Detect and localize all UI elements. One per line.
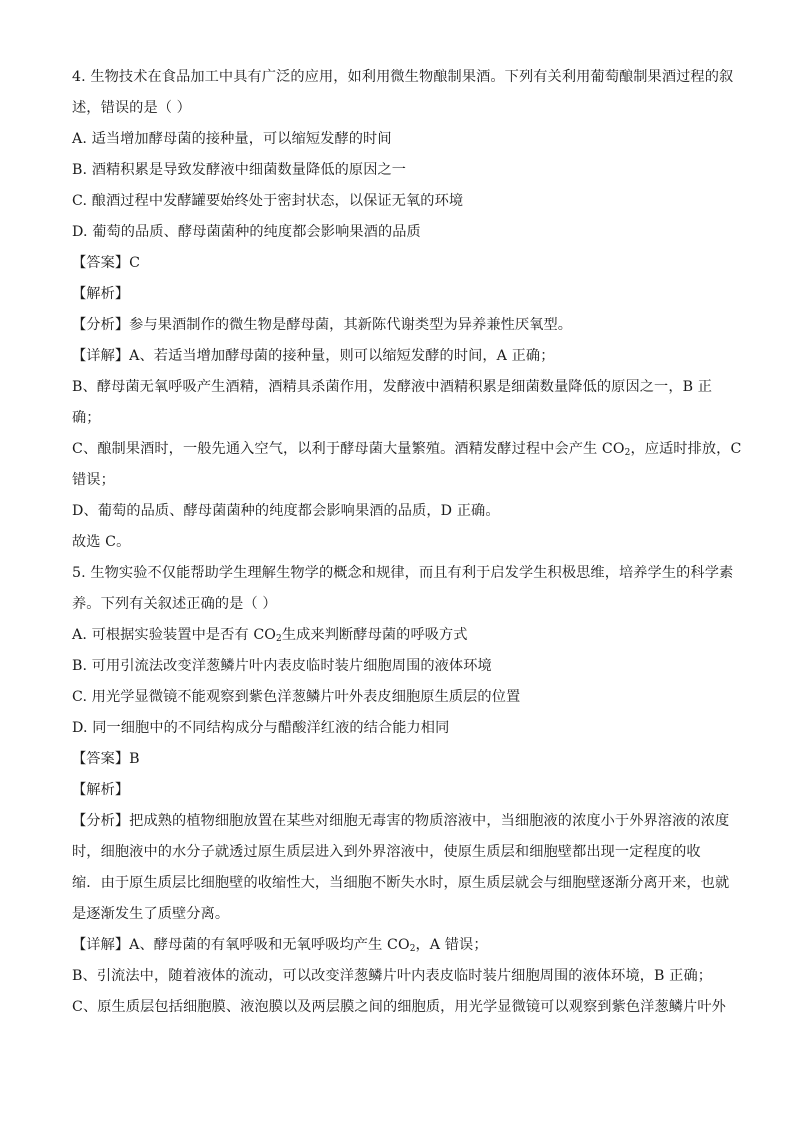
q5-fenxi-line3: 缩．由于原生质层比细胞壁的收缩性大，当细胞不断失水时，原生质层就会与细胞壁逐渐分离开来，也就 — [72, 875, 730, 891]
q5-stem-line2: 养。下列有关叙述正确的是（ ） — [72, 596, 277, 612]
q4-stem-line2: 述，错误的是（ ） — [72, 100, 191, 116]
q4-stem-line1: 4. 生物技术在食品加工中具有广泛的应用，如利用微生物酿制果酒。下列有关利用葡萄酿制果酒过程的叙 — [72, 69, 734, 85]
q4-fenxi: 【分析】参与果酒制作的微生物是酵母菌，其新陈代谢类型为异养兼性厌氧型。 — [72, 317, 573, 333]
q4-detail-c-line1 — [72, 434, 742, 465]
q4-option-d: D. 葡萄的品质、酵母菌菌种的纯度都会影响果酒的品质 — [72, 224, 421, 240]
q4-detail-c-line2: 错误； — [72, 472, 115, 488]
q4-detail-c-sub: 2 — [624, 448, 631, 458]
q5-detail-a-post: ，A 错误； — [415, 937, 488, 953]
q5-detail-a — [72, 930, 722, 961]
q5-analysis-label: 【解析】 — [72, 782, 130, 798]
q5-option-a — [72, 620, 722, 651]
q5-fenxi-line4: 是逐渐发生了质壁分离。 — [72, 906, 230, 922]
q4-detail-b-line2: 确； — [72, 410, 101, 426]
q4-option-c: C. 酿酒过程中发酵罐要始终处于密封状态，以保证无氧的环境 — [72, 193, 464, 209]
q4-option-a: A. 适当增加酵母菌的接种量，可以缩短发酵的时间 — [72, 131, 392, 147]
q5-detail-a-pre: 【详解】A、酵母菌的有氧呼吸和无氧呼吸均产生 CO — [72, 937, 410, 953]
q5-detail-a-sub: 2 — [409, 944, 416, 954]
q5-fenxi-line2: 时，细胞液中的水分子就透过原生质层进入到外界溶液中，使原生质层和细胞壁都出现一定程度的收 — [72, 844, 701, 860]
q4-answer: 【答案】C — [72, 255, 141, 271]
q4-detail-a: 【详解】A、若适当增加酵母菌的接种量，则可以缩短发酵的时间，A 正确； — [72, 348, 555, 364]
q4-option-b: B. 酒精积累是导致发酵液中细菌数量降低的原因之一 — [72, 162, 407, 178]
q4-analysis-label: 【解析】 — [72, 286, 130, 302]
q5-option-c: C. 用光学显微镜不能观察到紫色洋葱鳞片叶外表皮细胞原生质层的位置 — [72, 689, 521, 705]
q5-option-b: B. 可用引流法改变洋葱鳞片叶内表皮临时装片细胞周围的液体环境 — [72, 658, 492, 674]
q4-detail-c-pre: C、酿制果酒时，一般先通入空气，以利于酵母菌大量繁殖。酒精发酵过程中会产生 CO — [72, 441, 625, 457]
q4-detail-c-post: ，应适时排放，C — [630, 441, 742, 457]
q5-option-a-post: 生成来判断酵母菌的呼吸方式 — [281, 627, 468, 643]
q5-option-a-pre: A. 可根据实验装置中是否有 CO — [72, 627, 277, 643]
q5-option-d: D. 同一细胞中的不同结构成分与醋酸洋红液的结合能力相同 — [72, 720, 450, 736]
q4-conclusion: 故选 C。 — [72, 534, 131, 550]
q5-detail-b: B、引流法中，随着液体的流动，可以改变洋葱鳞片叶内表皮临时装片细胞周围的液体环境，B 正确； — [72, 968, 713, 984]
q5-option-a-sub: 2 — [276, 634, 282, 644]
q5-fenxi-line1: 【分析】把成熟的植物细胞放置在某些对细胞无毒害的物质溶液中，当细胞液的浓度小于外界溶液的浓度 — [72, 813, 730, 829]
q5-answer: 【答案】B — [72, 751, 140, 767]
q4-detail-d: D、葡萄的品质、酵母菌菌种的纯度都会影响果酒的品质，D 正确。 — [72, 503, 500, 519]
q5-stem-line1: 5. 生物实验不仅能帮助学生理解生物学的概念和规律，而且有利于启发学生积极思维，培养学生的科学素 — [72, 565, 734, 581]
document-page — [72, 62, 742, 1023]
q5-detail-c: C、原生质层包括细胞膜、液泡膜以及两层膜之间的细胞质，用光学显微镜可以观察到紫色洋葱鳞片叶外 — [72, 999, 726, 1015]
q4-detail-b-line1: B、酵母菌无氧呼吸产生酒精，酒精具杀菌作用，发酵液中酒精积累是细菌数量降低的原因之一，B 正 — [72, 379, 713, 395]
